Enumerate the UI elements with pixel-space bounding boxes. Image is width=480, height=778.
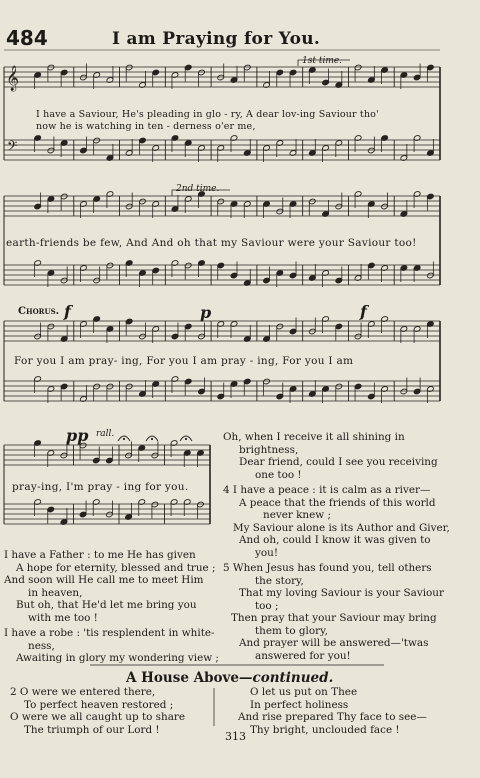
dynamic-forte: f <box>64 302 71 321</box>
bass-clef-icon: 𝄢 <box>7 138 18 157</box>
rall-marking: rall. <box>96 429 115 439</box>
lyric-line-1-verse-1: I have a Saviour, He's pleading in glo - ry, A dear lov-ing Saviour tho' <box>36 109 379 120</box>
verse-line: The triumph of our Lord ! <box>24 723 160 736</box>
verse-line: you! <box>255 546 278 559</box>
verse-line: O let us put on Thee <box>250 686 358 698</box>
next-hymn-right-verse <box>238 686 427 736</box>
verse-line: 5 When Jesus has found you, tell others <box>223 562 432 574</box>
verse-line: I have a Father : to me He has given <box>4 549 196 561</box>
verse-line: ness, <box>28 639 55 652</box>
verse-line: A hope for eternity, blessed and true ; <box>16 561 216 574</box>
verse-line: in heaven, <box>28 586 83 599</box>
next-hymn-title <box>126 670 333 686</box>
next-hymn-name: A House Above <box>126 670 239 686</box>
fermata-dot <box>151 438 153 440</box>
verse-line: And prayer will be answered—'twas <box>239 637 429 649</box>
verse-line: answered for you! <box>255 649 351 662</box>
verse-line: I have a robe : 'tis resplendent in white- <box>4 627 215 639</box>
treble-clef-icon: 𝄞 <box>6 66 20 91</box>
lyric-line-1-verse-2: now he is watching in ten - derness o'er me, <box>36 121 256 132</box>
hymn-title: I am Praying for You. <box>112 29 321 49</box>
verse-line: them to glory, <box>255 624 328 637</box>
next-hymn-left-verse <box>10 686 185 736</box>
verse-line: In perfect holiness <box>250 698 349 711</box>
dynamic-piano: p <box>200 303 212 322</box>
verse-line: Thy bright, unclouded face ! <box>250 723 400 736</box>
verse-line: O were we all caught up to share <box>10 711 186 723</box>
page-number: 313 <box>225 730 246 743</box>
verse-line: with me too ! <box>28 611 98 624</box>
verse-line: 4 I have a peace : it is calm as a river— <box>223 484 431 496</box>
verse-line: A peace that the friends of this world <box>239 496 436 509</box>
verse-text-right <box>223 431 450 662</box>
verse-line: one too ! <box>255 468 302 481</box>
lyric-line-2: earth-friends be few, And And oh that my Saviour were your Saviour too! <box>6 237 417 249</box>
verse-line: And rise prepared Thy face to see— <box>238 711 427 723</box>
chorus-label: Chorus. <box>18 306 60 317</box>
second-ending-label: 2nd time. <box>176 184 220 194</box>
fermata-dot <box>185 438 187 440</box>
verse-line: Oh, when I receive it all shining in <box>223 431 405 443</box>
lyric-line-3: For you I am pray- ing, For you I am pray - ing, For you I am <box>14 355 354 367</box>
hymn-number: 484 <box>6 26 48 50</box>
verse-line: My Saviour alone is its Author and Giver, <box>233 521 450 534</box>
verse-text-left <box>4 549 219 665</box>
verse-line: Then pray that your Saviour may bring <box>231 612 437 624</box>
first-ending-label: 1st time. <box>302 56 343 66</box>
dynamic-pianissimo: pp <box>66 426 89 445</box>
dynamic-forte-2: f <box>360 302 367 321</box>
fermata-dot <box>123 438 125 440</box>
verse-line: Awaiting in glory my wondering view ; <box>16 652 219 664</box>
lyric-line-4: pray-ing, I'm pray - ing for you. <box>12 481 189 493</box>
verse-line: That my loving Saviour is your Saviour <box>239 587 444 599</box>
verse-line: Dear friend, could I see you receiving <box>239 456 438 468</box>
verse-line: 2 O were we entered there, <box>10 686 156 698</box>
verse-line: too ; <box>255 599 279 612</box>
verse-line: brightness, <box>239 443 299 456</box>
verse-line: And oh, could I know it was given to <box>239 534 431 546</box>
verse-line: And soon will He call me to meet Him <box>4 574 204 586</box>
continued-label: —continued. <box>239 670 334 686</box>
verse-line: never knew ; <box>263 509 331 521</box>
verse-line: the story, <box>255 574 304 587</box>
verse-line: But oh, that He'd let me bring you <box>16 599 197 611</box>
verse-line: To perfect heaven restored ; <box>24 698 174 711</box>
